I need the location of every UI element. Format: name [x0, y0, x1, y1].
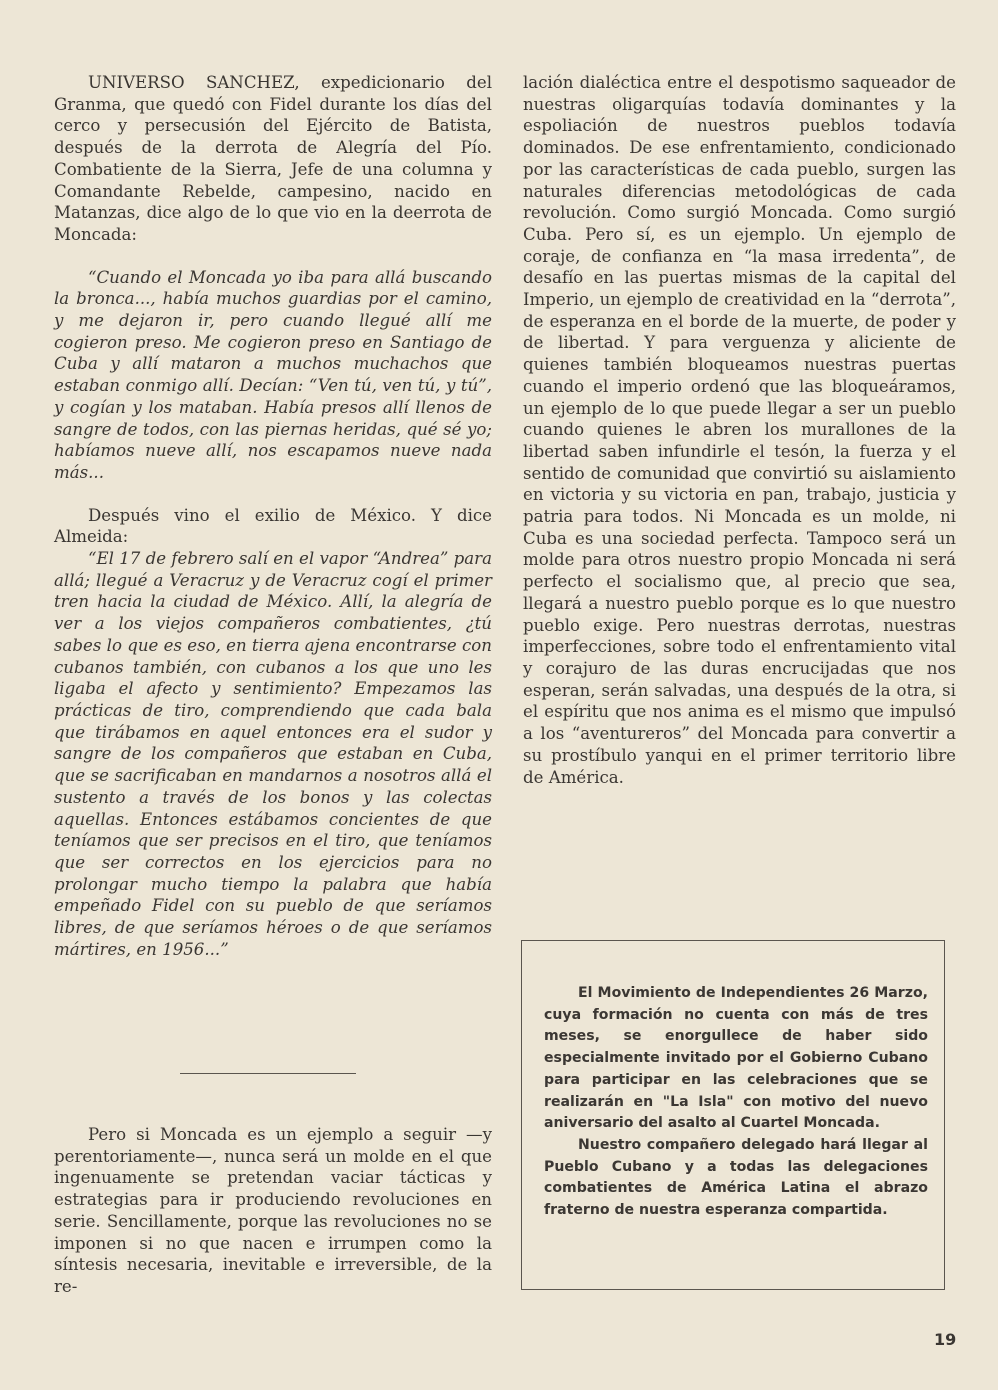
page-number: 19 — [934, 1330, 957, 1349]
sanchez-quote: “Cuando el Moncada yo iba para allá buscando la bronca..., había muchos guardias por el camino, y me dejaron ir, pero cuando llegué allí me cogieron preso. Me cogieron preso en Santiago de Cuba y allí mataron a muchos muchachos que estaban conmigo allí. Decían: “Ven tú, ven tú, y tú”, y cogían y los mataban. Había presos allí llenos de sangre de todos, con las piernas heridas, qué sé yo; habíamos nueve allí, nos escapamos nueve nada más... — [54, 267, 492, 482]
left-column — [54, 72, 492, 960]
continuation-paragraph: lación dialéctica entre el despotismo saqueador de nuestras oligarquías todavía dominantes y la espoliación de nuestros pueblos todavía dominados. De ese enfrentamiento, condicionado por las características de cada pueblo, surgen las naturales diferencias metodológicas de cada revolución. Como surgió Moncada. Como surgió Cuba. Pero sí, es un ejemplo. Un ejemplo de coraje, de confianza en “la masa irredenta”, de desafío en las puertas mismas de la capital del Imperio, un ejemplo de creatividad en la “derrota”, de esperanza en el borde de la muerte, de poder y de libertad. Y para verguenza y aliciente de quienes también bloqueamos nuestras puertas cuando el imperio ordenó que las bloqueáramos, un ejemplo de lo que puede llegar a ser un pueblo cuando quienes le abren los murallones de la libertad saben infundirle el tesón, la fuerza y el sentido de comunidad que convirtió su aislamiento en victoria y su victoria en pan, trabajo, justicia y patria para todos. Ni Moncada es un molde, ni Cuba es una sociedad perfecta. Tampoco será un molde para otros nuestro propio Moncada ni será perfecto el socialismo que, al precio que sea, llegará a nuestro pueblo porque es lo que nuestro pueblo exige. Pero nuestras derrotas, nuestras imperfecciones, sobre todo el enfrentamiento vital y corajuro de las duras encrucijadas que nos esperan, serán salvadas, una después de la otra, si el espíritu que nos anima es el mismo que impulsó a los “aventureros” del Moncada para convertir a su prostíbulo yanqui en el primer territorio libre de América. — [523, 73, 956, 787]
closing-paragraph: Pero si Moncada es un ejemplo a seguir —y perentoriamente—, nunca será un molde en el que ingenuamente se pretendan vaciar tácticas y estrategias para ir produciendo revoluciones en serie. Sencillamente, porque las revoluciones no se imponen si no que nacen e irrumpen como la síntesis necesaria, inevitable e irreversible, de la re- — [54, 1125, 492, 1296]
intro-paragraph: UNIVERSO SANCHEZ, expedicionario del Granma, que quedó con Fidel durante los días del cerco y persecusión del Ejército de Batista, después de la derrota de Alegría del Pío. Combatiente de la Sierra, Jefe de una columna y Comandante Rebelde, campesino, nacido en Matanzas, dice algo de lo que vio en la deerrota de Moncada: — [54, 73, 492, 244]
notice-box — [521, 940, 945, 1290]
notice-paragraph-1: El Movimiento de Independientes 26 Marzo, cuya formación no cuenta con más de tres meses, se enorgullece de haber sido especialmente invitado por el Gobierno Cubano para participar en las celebraciones que se realizarán en "La Isla" con motivo del nuevo aniversario del asalto al Cuartel Moncada. — [544, 985, 928, 1132]
section-divider — [180, 1073, 356, 1074]
almeida-quote: “El 17 de febrero salí en el vapor “Andrea” para allá; llegué a Veracruz y de Veracruz cogí el primer tren hacia la ciudad de México. Allí, la alegría de ver a los viejos compañeros combatientes, ¿tú sabes lo que es eso, en tierra ajena encontrarse con cubanos también, con cubanos a los que uno les ligaba el afecto y sentimiento? Empezamos las prácticas de tiro, comprendiendo que cada bala que tirábamos en aquel entonces era el sudor y sangre de los compañeros que estaban en Cuba, que se sacrificaban en mandarnos a nosotros allá el sustento a través de los bonos y las colectas aquellas. Entonces estábamos concientes de que teníamos que ser precisos en el tiro, que teníamos que ser correctos en los ejercicios para no prolongar mucho tiempo la palabra que había empeñado Fidel con su pueblo de que seríamos libres, de que seríamos héroes o de que seríamos mártires, en 1956...” — [54, 549, 492, 959]
exile-intro-paragraph: Después vino el exilio de México. Y dice Almeida: — [54, 505, 492, 547]
right-column — [523, 72, 956, 788]
notice-paragraph-2: Nuestro compañero delegado hará llegar al Pueblo Cubano y a todas las delegaciones combatientes de América Latina el abrazo fraterno de nuestra esperanza compartida. — [544, 1136, 928, 1219]
closing-block — [54, 1124, 492, 1298]
